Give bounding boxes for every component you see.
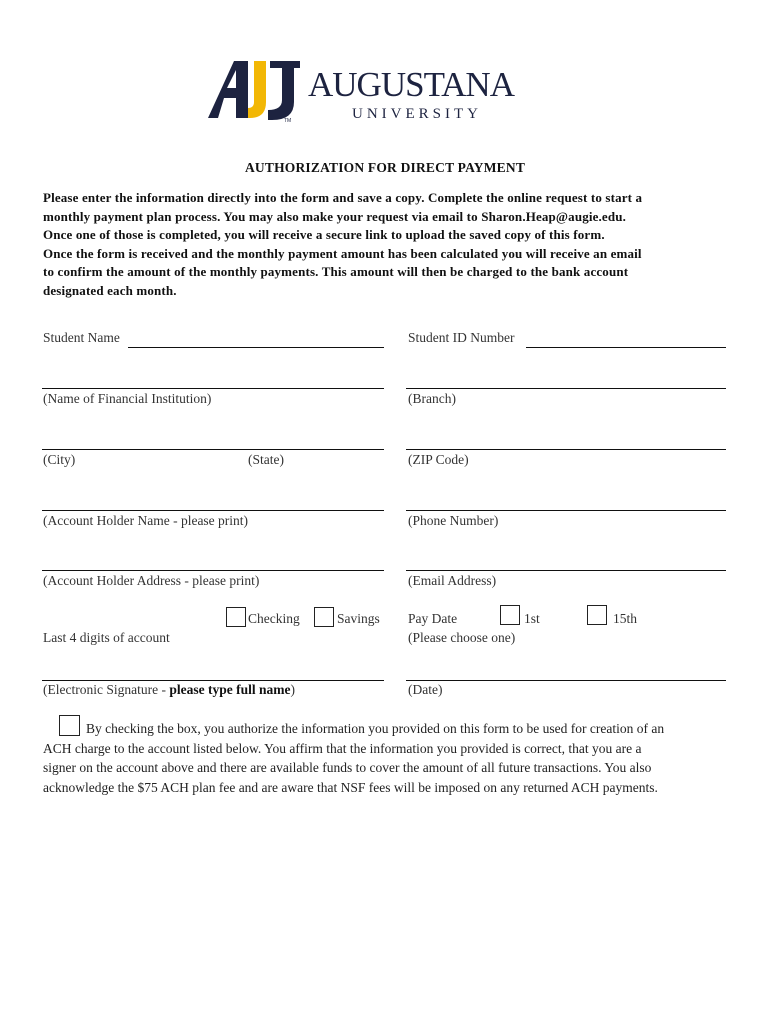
instruction-line: Once one of those is completed, you will receive a secure link to upload the saved copy of this form. — [43, 227, 605, 243]
form-title: AUTHORIZATION FOR DIRECT PAYMENT — [244, 160, 526, 175]
state-label: (State) — [248, 452, 284, 467]
email-input[interactable] — [406, 570, 726, 571]
account-holder-name-input[interactable] — [42, 510, 384, 511]
augustana-logo — [208, 58, 553, 124]
city-state-input[interactable] — [42, 449, 384, 450]
savings-checkbox[interactable] — [314, 607, 334, 627]
zip-label: (ZIP Code) — [408, 452, 469, 467]
consent-line: signer on the account above and there are available funds to cover the amount of all future transactions. You also — [43, 760, 652, 775]
pay-date-label: Pay Date — [408, 611, 458, 626]
last4-label: Last 4 digits of account — [43, 630, 170, 645]
pay-date-1st-checkbox[interactable] — [500, 605, 520, 625]
phone-input[interactable] — [406, 510, 726, 511]
instruction-line: Once the form is received and the monthly payment amount has been calculated you will receive an email — [43, 245, 642, 261]
branch-input[interactable] — [406, 388, 726, 389]
branch-label: (Branch) — [408, 391, 456, 406]
consent-line: By checking the box, you authorize the information you provided on this form to be used for creation of an — [86, 721, 665, 736]
choose-one-label: (Please choose one) — [408, 630, 516, 645]
account-holder-name-label: (Account Holder Name - please print) — [43, 513, 249, 528]
logo-subtitle: UNIVERSITY — [352, 106, 482, 122]
date-input[interactable] — [406, 680, 726, 681]
account-holder-address-input[interactable] — [42, 570, 384, 571]
student-id-input[interactable] — [526, 347, 726, 348]
savings-label: Savings — [337, 611, 380, 626]
checking-label: Checking — [248, 611, 300, 626]
student-name-label: Student Name — [43, 330, 120, 345]
instruction-line: monthly payment plan process. You may also make your request via email to Sharon.Heap@augie.edu. — [43, 208, 627, 224]
instruction-line: designated each month. — [43, 282, 177, 298]
account-holder-address-label: (Account Holder Address - please print) — [43, 573, 260, 588]
financial-institution-label: (Name of Financial Institution) — [43, 391, 212, 406]
date-label: (Date) — [408, 682, 443, 697]
pay-date-1st-label: 1st — [524, 611, 540, 626]
pay-date-15th-checkbox[interactable] — [587, 605, 607, 625]
instruction-line: to confirm the amount of the monthly payments. This amount will then be charged to the bank account — [43, 264, 629, 280]
signature-label: (Electronic Signature - please type full name) — [43, 682, 295, 697]
email-label: (Email Address) — [408, 573, 497, 588]
logo-name: AUGUSTANA — [308, 65, 514, 104]
checking-checkbox[interactable] — [226, 607, 246, 627]
logo-monogram-a — [208, 61, 248, 118]
signature-input[interactable] — [42, 680, 384, 681]
student-name-input[interactable] — [128, 347, 384, 348]
phone-label: (Phone Number) — [408, 513, 499, 528]
consent-text — [43, 719, 733, 797]
logo-monogram-j — [248, 61, 266, 118]
instructions — [43, 189, 733, 301]
logo-tm: TM — [284, 118, 292, 124]
zip-input[interactable] — [406, 449, 726, 450]
consent-line: acknowledge the $75 ACH plan fee and are aware that NSF fees will be imposed on any returned ACH payments. — [43, 779, 658, 795]
student-id-label: Student ID Number — [408, 330, 515, 345]
financial-institution-input[interactable] — [42, 388, 384, 389]
pay-date-15th-label: 15th — [613, 611, 638, 626]
instruction-line: Please enter the information directly into the form and save a copy. Complete the online request to start a — [43, 190, 643, 205]
consent-line: ACH charge to the account listed below. You affirm that the information you provided is correct, that you are a — [43, 740, 642, 756]
city-label: (City) — [43, 452, 76, 467]
